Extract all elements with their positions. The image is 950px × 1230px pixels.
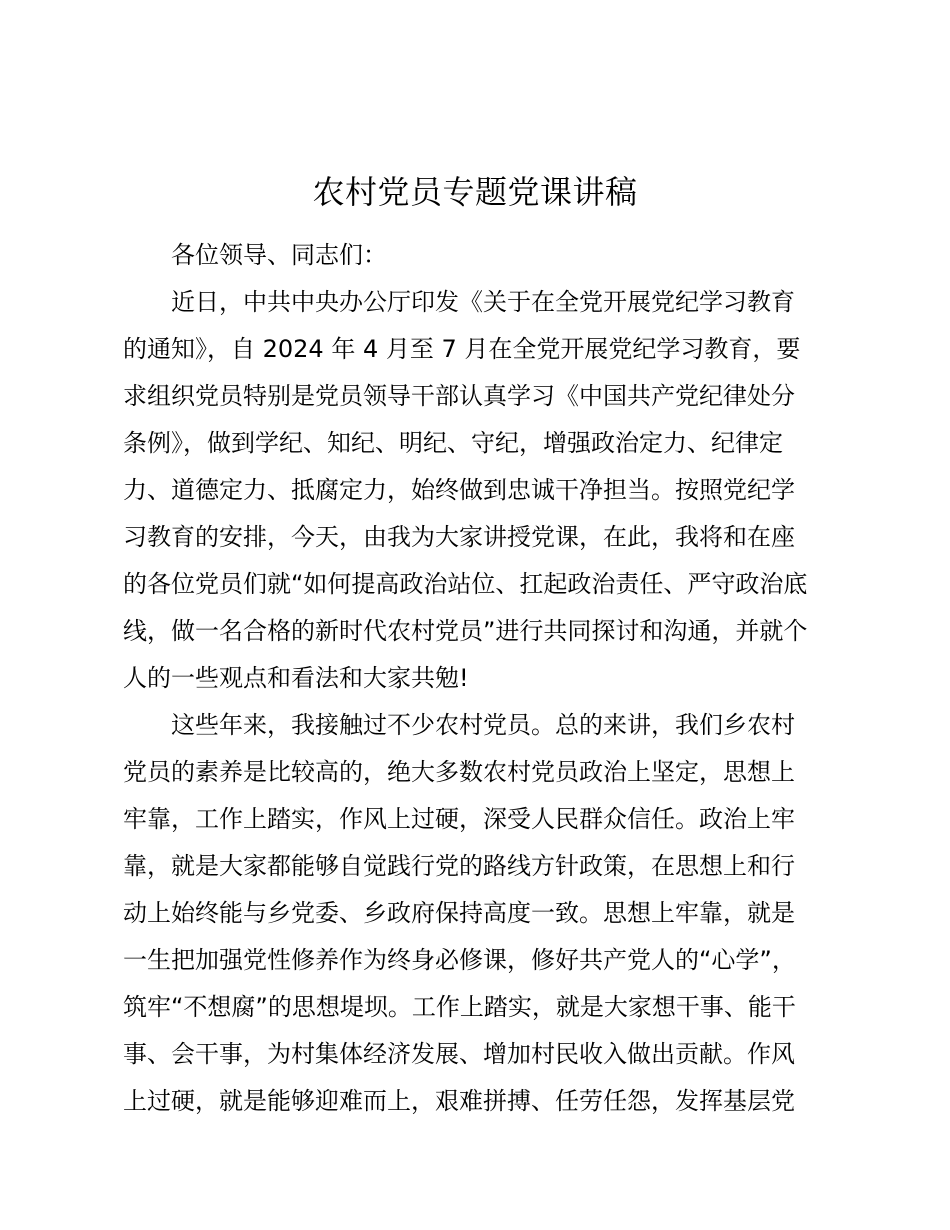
- paragraph-line: 上过硬，就是能够迎难而上，艰难拼搏、任劳任怨，发挥基层党: [123, 1087, 795, 1115]
- paragraph-line: 动上始终能与乡党委、乡政府保持高度一致。思想上牢靠，就是: [123, 899, 795, 927]
- paragraph-line: 的各位党员们就“如何提高政治站位、扛起政治责任、严守政治底: [123, 570, 808, 598]
- paragraph-line: 人的一些观点和看法和大家共勉!: [123, 664, 469, 692]
- paragraph-line: 靠，就是大家都能够自觉践行党的路线方针政策，在思想上和行: [123, 852, 795, 880]
- paragraph-line: 线，做一名合格的新时代农村党员”进行共同探讨和沟通，并就个: [123, 617, 808, 645]
- paragraph-line: 筑牢“不想腐”的思想堤坝。工作上踏实，就是大家想干事、能干: [123, 993, 796, 1021]
- paragraph-line: 近日，中共中央办公厅印发《关于在全党开展党纪学习教育: [171, 288, 795, 316]
- paragraph-2: [123, 702, 831, 1125]
- paragraph-1: [123, 279, 831, 702]
- paragraph-line: 求组织党员特别是党员领导干部认真学习《中国共产党纪律处分: [123, 382, 795, 410]
- paragraph-line: 事、会干事，为村集体经济发展、增加村民收入做出贡献。作风: [123, 1040, 795, 1068]
- paragraph-line: 党员的素养是比较高的，绝大多数农村党员政治上坚定，思想上: [123, 758, 795, 786]
- paragraph-line: 这些年来，我接触过不少农村党员。总的来讲，我们乡农村: [171, 711, 795, 739]
- paragraph-line: 的通知》，自 2024 年 4 月至 7 月在全党开展党纪学习教育，要: [123, 335, 801, 363]
- paragraph-line: 习教育的安排，今天，由我为大家讲授党课，在此，我将和在座: [123, 523, 795, 551]
- salutation: 各位领导、同志们：: [171, 241, 387, 269]
- paragraph-line: 条例》，做到学纪、知纪、明纪、守纪，增强政治定力、纪律定: [123, 429, 783, 457]
- document-title: 农村党员专题党课讲稿: [312, 173, 638, 211]
- paragraph-line: 牢靠，工作上踏实，作风上过硬，深受人民群众信任。政治上牢: [123, 805, 795, 833]
- paragraph-line: 力、道德定力、抵腐定力，始终做到忠诚干净担当。按照党纪学: [123, 476, 795, 504]
- document-body: [123, 232, 831, 1125]
- paragraph-line: 一生把加强党性修养作为终身必修课，修好共产党人的“心学”，: [123, 946, 796, 974]
